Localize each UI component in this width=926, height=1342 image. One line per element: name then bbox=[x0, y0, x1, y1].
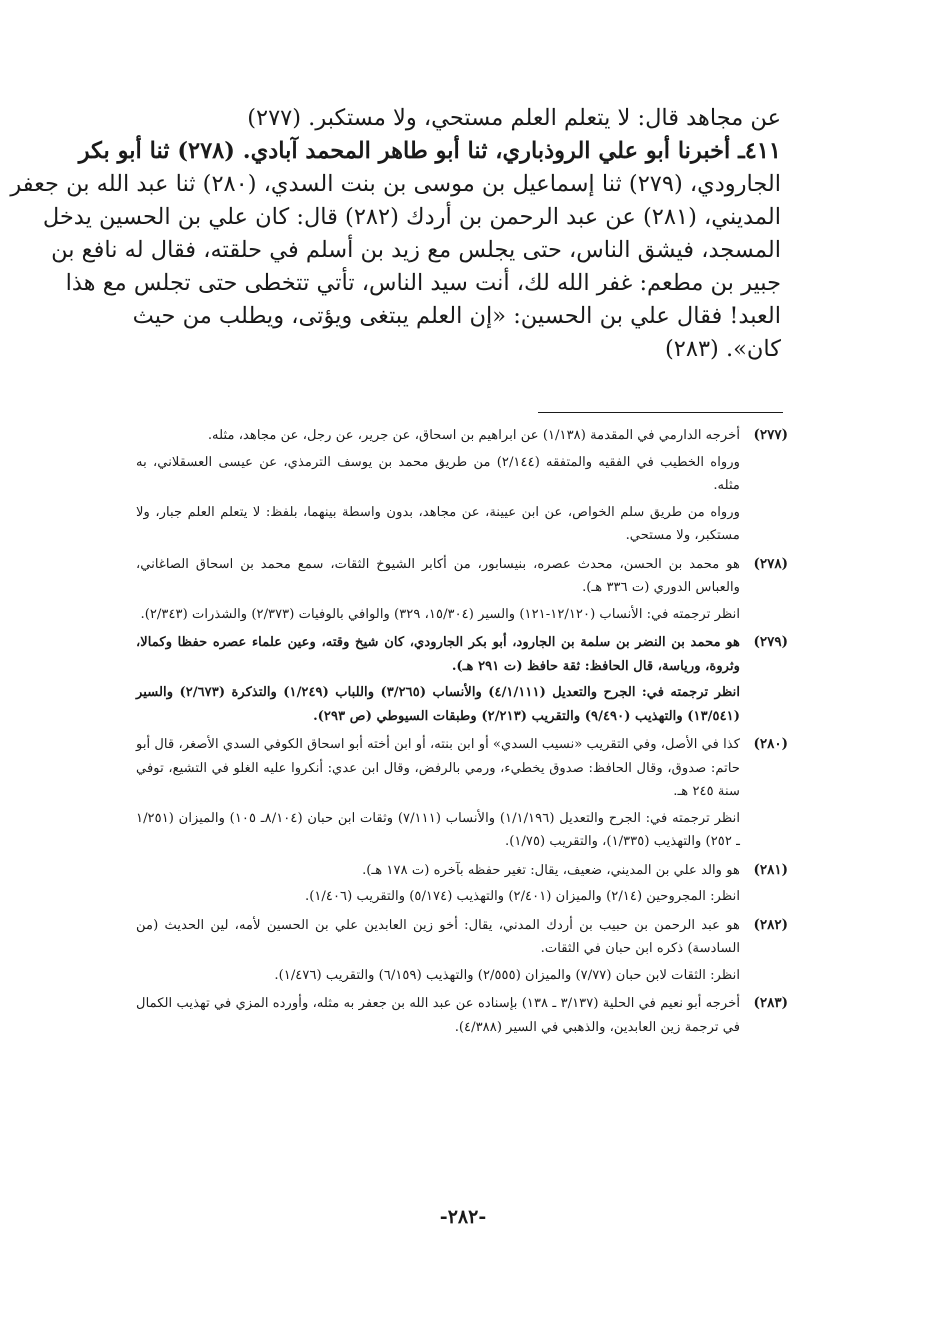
footnote-277 bbox=[136, 424, 788, 551]
main-text bbox=[10, 102, 781, 366]
footnote-body bbox=[136, 733, 740, 857]
footnote-body bbox=[136, 914, 740, 991]
footnote-paragraph: أخرجه أبو نعيم في الحلية (٣/١٣٧ ـ ١٣٨) بإسناده عن عبد الله بن جعفر به مثله، وأورده المزي في تهذيب الكمال في ترجمة زين العابدين، والذهبي في السير (٤/٣٨٨). bbox=[136, 996, 741, 1035]
footnote-paragraph: هو محمد بن الحسن، محدث عصره، بنيسابور، من أكابر الشيوخ الثقات، سمع محمد بن اسحاق الصاغاني، والعباس الدوري (ت ٣٣٦ هـ). bbox=[136, 556, 740, 595]
footnote-body bbox=[136, 424, 740, 551]
footnote-body bbox=[136, 859, 740, 912]
main-line-7: العبد! فقال علي بن الحسين: «إن العلم يبتغى ويؤتى، ويطلب من حيث bbox=[132, 303, 781, 329]
footnote-paragraph: كذا في الأصل، وفي التقريب «نسيب السدي» أو ابن بنته، أو ابن أخته أبو اسحاق الكوفي السدي الأصغر، قال أبو حاتم: صدوق، وقال الحافظ: صدوق يخطيء، ورمي بالرفض، وقال ابن عدي: أنكروا عليه الغلو في التشيع، توفي سنة ٢٤٥ هـ. bbox=[136, 737, 740, 799]
footnote-body bbox=[136, 553, 740, 630]
footnote-283 bbox=[136, 992, 788, 1042]
footnote-paragraph: ورواه الخطيب في الفقيه والمتفقه (٢/١٤٤) من طريق محمد بن يوسف الترمذي، عن عيسى العسقلاني، به مثله. bbox=[136, 454, 740, 493]
main-line-3: الجارودي، (٢٧٩) ثنا إسماعيل بن موسى بن بنت السدي، (٢٨٠) ثنا عبد الله بن جعفر bbox=[10, 171, 781, 197]
footnote-body bbox=[136, 631, 740, 731]
footnote-number: (٢٨١) bbox=[753, 861, 788, 878]
main-line-4: المديني، (٢٨١) عن عبد الرحمن بن أردك (٢٨٢) قال: كان علي بن الحسين يدخل bbox=[42, 204, 781, 230]
footnote-paragraph: انظر ترجمته في: الأنساب (١٢/١٢٠-١٢١) والسير (١٥/٣٠٤، ٣٢٩) والوافي بالوفيات (٢/٣٧٣) والشذرات (٢/٣٤٣). bbox=[140, 606, 740, 622]
footnote-278 bbox=[136, 553, 788, 630]
footnote-paragraph: انظر: الثقات لابن حبان (٧/٧٧) والميزان (٢/٥٥٥) والتهذيب (٦/١٥٩) والتقريب (١/٤٧٦). bbox=[274, 967, 740, 983]
footnote-number: (٢٨٠) bbox=[753, 736, 788, 752]
footnote-number: (٢٧٧) bbox=[753, 427, 788, 443]
main-line-1: عن مجاهد قال: لا يتعلم العلم مستحي، ولا مستكبر. (٢٧٧) bbox=[247, 105, 781, 131]
footnote-282 bbox=[136, 914, 788, 991]
page-number: -٢٨٢- bbox=[439, 1206, 487, 1228]
footnote-paragraph: أخرجه الدارمي في المقدمة (١/١٣٨) عن ابراهيم بن اسحاق، عن جرير، عن رجل، عن مجاهد، مثله. bbox=[207, 428, 740, 443]
footnote-paragraph: هو عبد الرحمن بن حبيب بن أردك المدني، يقال: أخو زين العابدين علي بن الحسين لأمه، لين الحديث (من السادسة) ذكره ابن حبان في الثقات. bbox=[136, 917, 740, 956]
footnote-paragraph: انظر ترجمته في: الجرح والتعديل (٤/١/١١١) والأنساب (٣/٢٦٥) واللباب (١/٢٤٩) والتذكرة (٢/٦٧٣) والسير (١٣/٥٤١) والتهذيب (٩/٤٩٠) والتقريب (٢/٢١٣) وطبقات السيوطي (ص ٢٩٣). bbox=[136, 685, 740, 724]
main-line-2: ٤١١ـ أخبرنا أبو علي الروذباري، ثنا أبو طاهر المحمد آبادي. (٢٧٨) ثنا أبو بكر bbox=[78, 138, 781, 164]
footnote-body bbox=[136, 992, 740, 1042]
main-line-8: كان». (٢٨٣) bbox=[665, 336, 781, 362]
footnote-paragraph: ورواه من طريق سلم الخواص، عن ابن عيينة، عن مجاهد، بدون واسطة بينهما، بلفظ: لا يتعلم العلم جبار، ولا مستكبر، ولا مستحي. bbox=[136, 504, 740, 543]
footnote-paragraph: انظر ترجمته في: الجرح والتعديل (١/١/١٩٦) والأنساب (٧/١١١) وثقات ابن حبان (٨/١٠٤ـ ١٠٥) والميزان (١/٢٥١ ـ ٢٥٢) والتهذيب (١/٣٣٥)، والتقريب (١/٧٥). bbox=[136, 810, 741, 849]
footnote-number: (٢٧٩) bbox=[753, 634, 788, 650]
footnote-number: (٢٨٣) bbox=[753, 995, 788, 1011]
footnotes bbox=[136, 424, 788, 1044]
footnote-279 bbox=[136, 631, 788, 731]
footnote-paragraph: هو والد علي بن المديني، ضعيف، يقال: تغير حفظه بآخره (ت ١٧٨ هـ). bbox=[362, 862, 740, 878]
footnote-paragraph: هو محمد بن النضر بن سلمة بن الجارود، أبو بكر الجارودي، كان شيخ وقته، وعين علماء عصره حفظا وكمالا، وثروة، ورياسة، قال الحافظ: ثقة حافظ (ت ٢٩١ هـ). bbox=[136, 635, 740, 674]
footnote-paragraph: انظر: المجروحين (٢/١٤) والميزان (٢/٤٠١) والتهذيب (٥/١٧٤) والتقريب (١/٤٠٦). bbox=[305, 889, 740, 904]
main-line-5: المسجد، فيشق الناس، حتى يجلس مع زيد بن أسلم في حلقته، فقال له نافع بن bbox=[51, 237, 781, 263]
footnote-280 bbox=[136, 733, 788, 857]
footnote-number: (٢٧٨) bbox=[753, 555, 788, 572]
footnote-number: (٢٨٢) bbox=[753, 916, 788, 933]
footnote-281 bbox=[136, 859, 788, 912]
main-line-6: جبير بن مطعم: غفر الله لك، أنت سيد الناس، تأتي تتخطى حتى تجلس مع هذا bbox=[65, 270, 781, 296]
footnote-divider bbox=[538, 412, 783, 413]
